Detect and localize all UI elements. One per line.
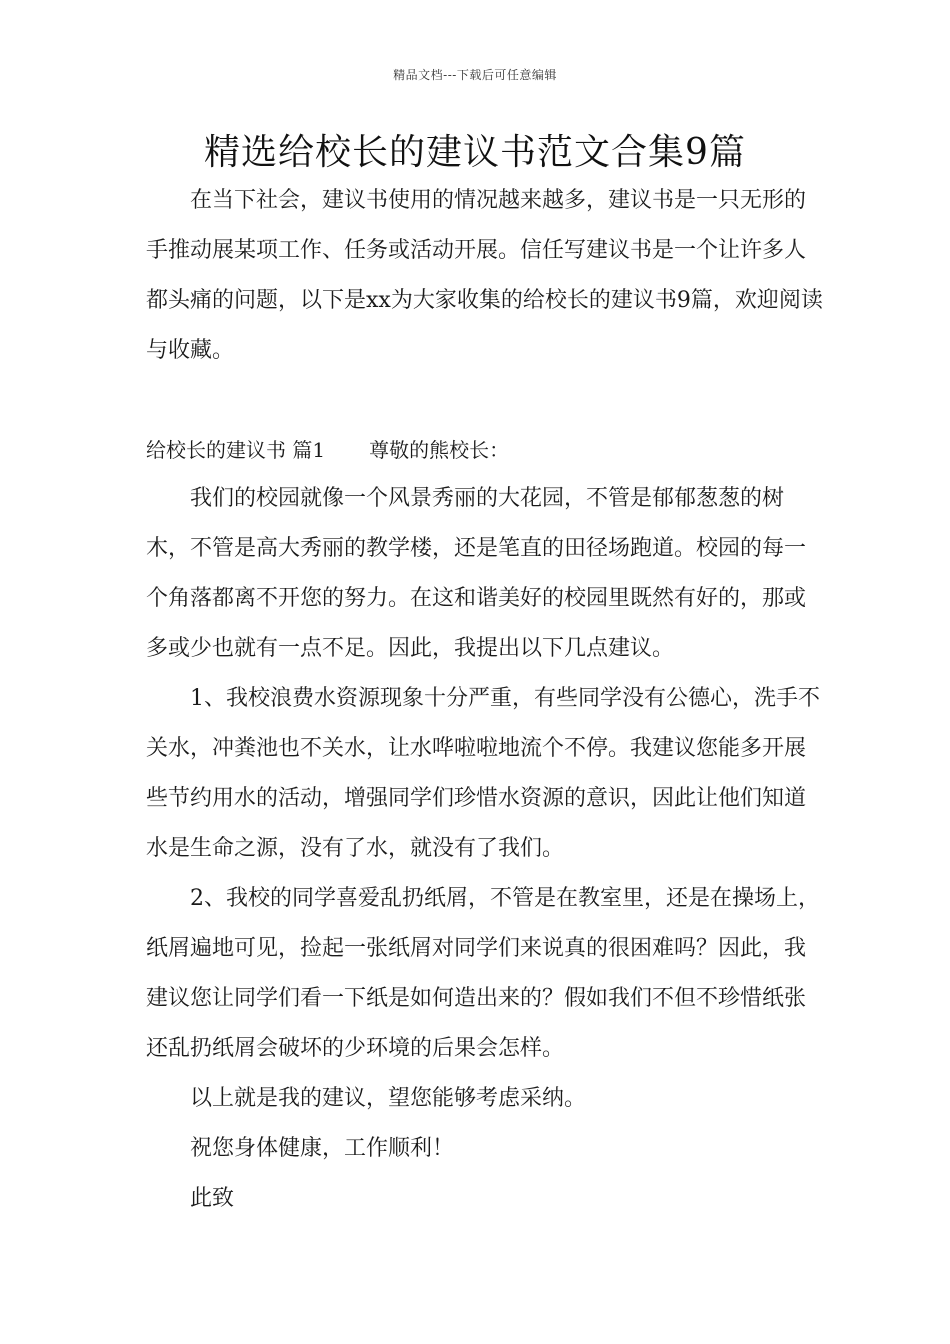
body-paragraph: 祝您身体健康，工作顺利！ [190,1136,455,1161]
body-paragraph: 1、我校浪费水资源现象十分严重，有些同学没有公德心，洗手不关水，冲粪池也不关水，让水哗啦啦地流个不停。我建议您能多开展些节约用水的活动，增强同学们珍惜水资源的意识，因此让他们知道水是生命之源，没有了水，就没有了我们。 [146,686,820,861]
closing-phrase: 此致 [190,1186,235,1211]
body-paragraph: 以上就是我的建议，望您能够考虑采纳。 [190,1086,587,1111]
intro-paragraph: 在当下社会，建议书使用的情况越来越多，建议书是一只无形的手推动展某项工作、任务或活动开展。信任写建议书是一个让许多人都头痛的问题，以下是xx为大家收集的给校长的建议书9篇，欢迎阅读与收藏。 [146,188,823,363]
section-1-heading: 给校长的建议书 篇1 [146,438,326,462]
salutation: 尊敬的熊校长： [369,438,510,462]
document-title: 精选给校长的建议书范文合集9篇 [204,132,746,173]
intro-section [146,176,826,376]
body-paragraph: 2、我校的同学喜爱乱扔纸屑，不管是在教室里，还是在操场上，纸屑遍地可见，捡起一张纸屑对同学们来说真的很困难吗？因此，我建议您让同学们看一下纸是如何造出来的？假如我们不但不珍惜纸张还乱扔纸屑会破坏的少环境的后果会怎样。 [146,886,820,1061]
header-note: 精品文档---下载后可任意编辑 [393,68,557,82]
section-1-heading-line [146,425,509,475]
section-1-body [146,474,826,1224]
body-paragraph: 我们的校园就像一个风景秀丽的大花园，不管是郁郁葱葱的树木，不管是高大秀丽的教学楼，还是笔直的田径场跑道。校园的每一个角落都离不开您的努力。在这和谐美好的校园里既然有好的，那或多或少也就有一点不足。因此，我提出以下几点建议。 [146,486,807,661]
